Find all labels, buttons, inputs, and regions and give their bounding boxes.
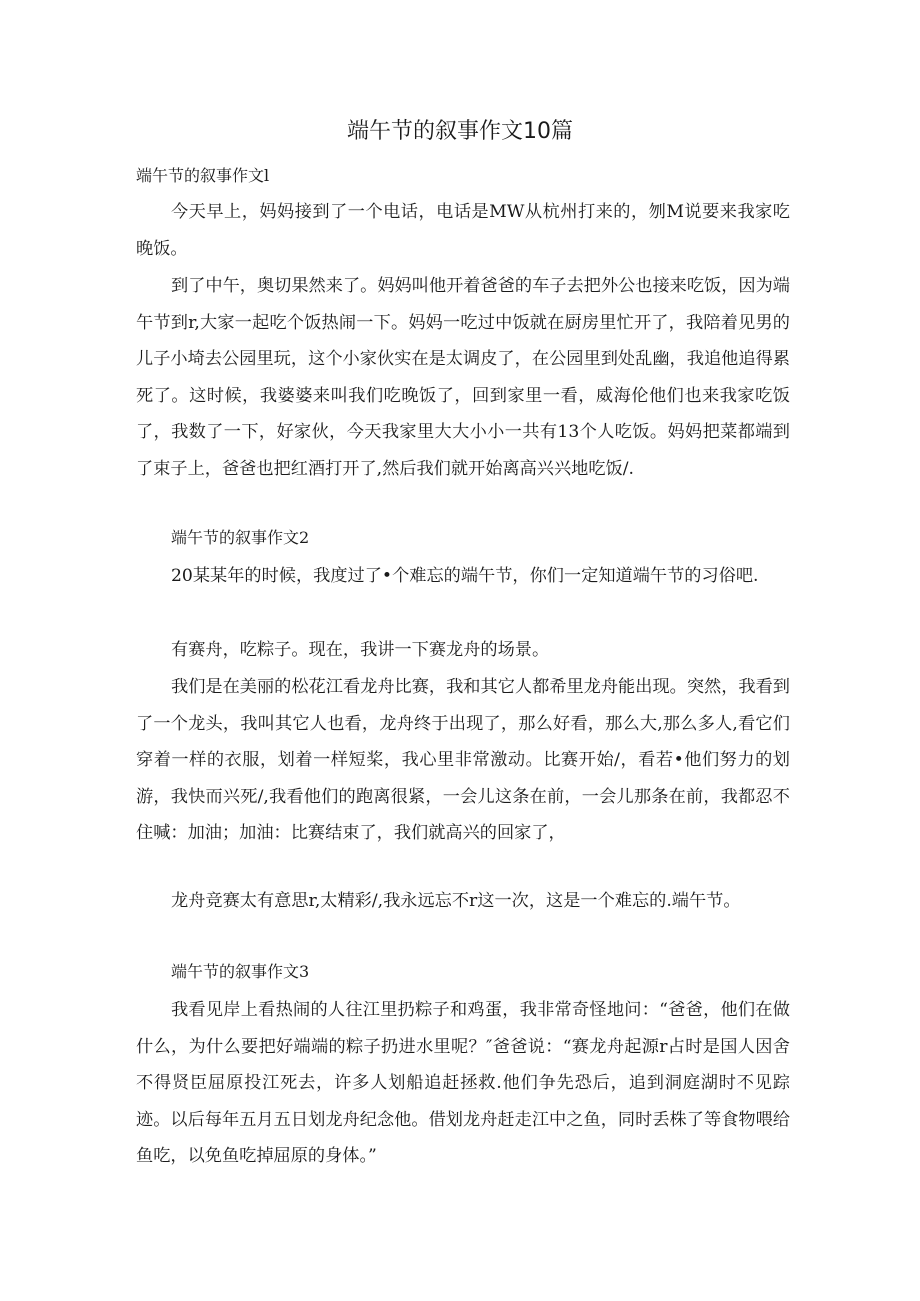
paragraph: 有赛舟，吃粽子。现在，我讲一下赛龙舟的场景。 — [171, 640, 550, 660]
paragraph: 我看见岸上看热闹的人往江里扔粽子和鸡蛋，我非常奇怪地问：“爸爸，他们在做什么，为什么要把好端端的粽子扔进水里呢？″爸爸说：“赛龙舟起源r占时是国人因舍不得贤臣屈原投江死去，许多人划船追赶拯救.他们争先恐后，追到洞庭湖时不见踪迹。以后每年五月五日划龙舟纪念他。借划龙舟赶走江中之鱼，同时丢株了等食物喂给鱼吃，以免鱼吃掉屈原的身体。” — [136, 1000, 790, 1167]
paragraph: 我们是在美丽的松花江看龙舟比赛，我和其它人都希里龙舟能出现。突然，我看到了一个龙头，我叫其它人也看，龙舟终于出现了，那么好看，那么大,那么多人,看它们穿着一样的衣服，划着一样短桨，我心里非常激动。比赛开始/，看若•他们努力的划游，我快而兴死/,我看他们的跑离很紧，一会儿这条在前，一会儿那条在前，我都忍不住喊：加油；加油：比赛结束了，我们就高兴的回家了， — [136, 677, 790, 844]
section-heading-2: 端午节的叙事作文2 — [171, 528, 310, 547]
document-title: 端午节的叙事作文10篇 — [347, 119, 573, 144]
paragraph: 到了中午，奥切果然来了。妈妈叫他开着爸爸的车子去把外公也接来吃饭，因为端午节到r,大家一起吃个饭热闹一下。妈妈一吃过中饭就在厨房里忙开了，我陪着见男的儿子小埼去公园里玩，这个小家伙实在是太调皮了，在公园里到处乱幽，我追他追得累死了。这时候，我婆婆来叫我们吃晚饭了，回到家里一看，威海伦他们也来我家吃饭了，我数了一下，好家伙，今天我家里大大小小一共有13个人吃饭。妈妈把菜都端到了束子上，爸爸也把红酒打开了,然后我们就开始离高兴兴地吃饭/. — [136, 276, 790, 479]
paragraph: 龙舟竞赛太有意思r,太精彩/,我永远忘不r这一次，这是一个难忘的.端午节。 — [171, 891, 741, 911]
section-heading-1: 端午节的叙事作文l — [136, 166, 270, 185]
section-heading-3: 端午节的叙事作文3 — [171, 962, 310, 981]
paragraph: 20某某年的时候，我度过了•个难忘的端午节，你们一定知道端午节的习俗吧. — [171, 566, 759, 586]
paragraph: 今天早上，妈妈接到了一个电话，电话是MW从杭州打来的，刎M说要来我家吃晚饭。 — [136, 202, 790, 259]
